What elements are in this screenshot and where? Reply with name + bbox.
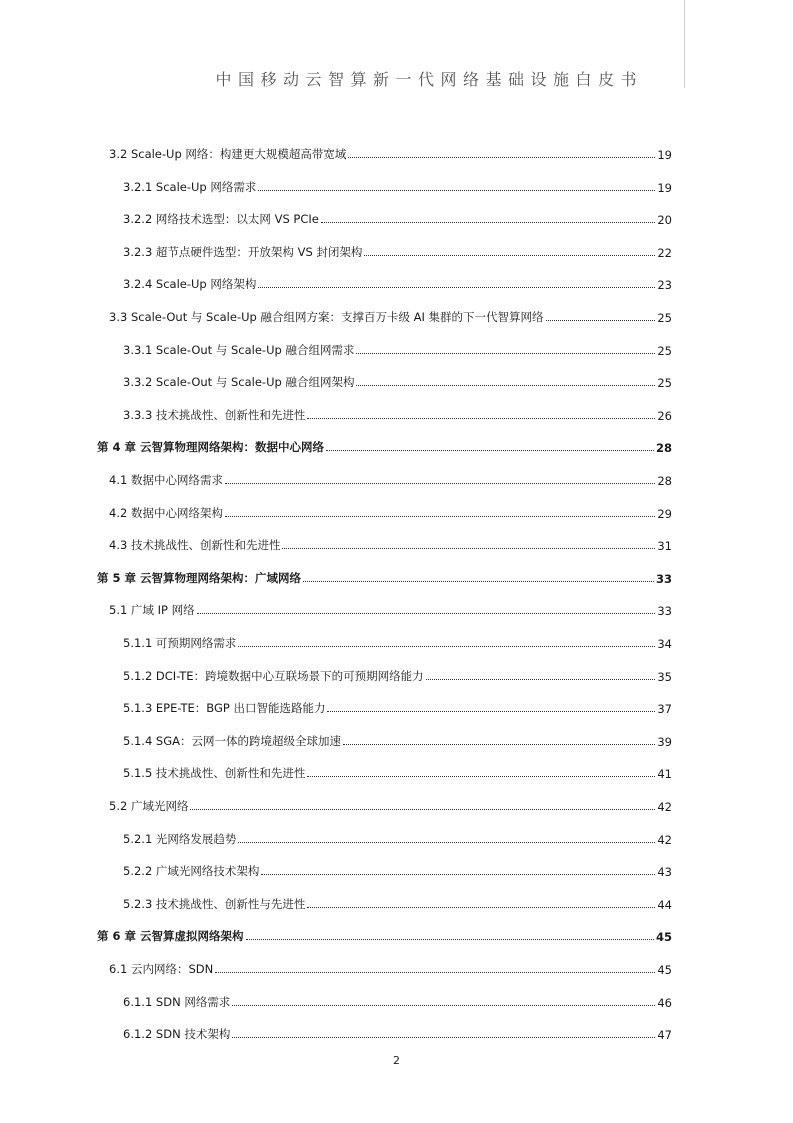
toc-dot-leader	[261, 874, 655, 875]
toc-entry[interactable]	[123, 240, 672, 260]
toc-entry[interactable]	[123, 696, 672, 716]
toc-entry[interactable]	[109, 305, 672, 325]
toc-entry-title: 5.1.5 技术挑战性、创新性和先进性	[123, 766, 306, 781]
toc-entry[interactable]	[123, 892, 672, 912]
toc-entry-title: 5.1.1 可预期网络需求	[123, 636, 237, 650]
toc-entry-title: 4.3 技术挑战性、创新性和先进性	[109, 538, 281, 553]
toc-entry-title: 6.1.1 SDN 网络需求	[123, 994, 231, 1009]
toc-entry-page: 28	[657, 474, 672, 488]
toc-entry[interactable]	[123, 729, 672, 749]
toc-dot-leader	[356, 353, 655, 354]
toc-entry-title: 3.2.1 Scale-Up 网络需求	[123, 179, 257, 194]
toc-dot-leader	[307, 776, 655, 777]
toc-entry-page: 20	[657, 213, 672, 228]
toc-entry-title: 第 5 章 云智算物理网络架构：广域网络	[97, 570, 302, 585]
toc-entry[interactable]	[123, 631, 672, 651]
toc-entry-page: 34	[657, 637, 672, 651]
toc-entry[interactable]	[123, 990, 672, 1010]
toc-entry-page: 41	[657, 767, 672, 782]
toc-entry-page: 42	[657, 832, 672, 847]
toc-entry[interactable]	[109, 142, 672, 162]
toc-entry-page: 29	[657, 506, 672, 521]
toc-entry-page: 39	[657, 734, 672, 749]
toc-dot-leader	[215, 972, 655, 973]
toc-entry-page: 28	[655, 441, 672, 456]
toc-dot-leader	[282, 548, 655, 549]
toc-dot-leader	[356, 385, 655, 386]
toc-entry-page: 33	[655, 571, 672, 586]
toc-dot-leader	[307, 907, 655, 908]
toc-entry-page: 25	[657, 343, 672, 358]
toc-entry-title: 3.2.2 网络技术选型：以太网 VS PCIe	[123, 212, 319, 227]
toc-entry[interactable]	[109, 957, 672, 977]
toc-entry[interactable]	[123, 761, 672, 781]
toc-entry-title: 3.3.2 Scale-Out 与 Scale-Up 融合组网架构	[123, 375, 355, 390]
toc-dot-leader	[258, 287, 655, 288]
toc-dot-leader	[321, 222, 656, 223]
toc-entry-page: 19	[657, 180, 672, 195]
toc-dot-leader	[225, 516, 655, 517]
toc-dot-leader	[307, 418, 655, 419]
toc-dot-leader	[258, 190, 655, 191]
toc-entry-title: 3.3 Scale-Out 与 Scale-Up 融合组网方案：支撑百万卡级 AI 集群的下一代智算网络	[109, 310, 544, 324]
toc-dot-leader	[343, 744, 655, 745]
toc-dot-leader	[246, 939, 654, 940]
toc-entry-title: 5.2.1 光网络发展趋势	[123, 831, 237, 846]
toc-entry-page: 44	[657, 897, 672, 912]
toc-entry-page: 22	[657, 245, 672, 260]
toc-entry[interactable]	[123, 207, 672, 227]
toc-entry[interactable]	[109, 794, 672, 814]
toc-dot-leader	[364, 255, 655, 256]
toc-entry[interactable]	[123, 827, 672, 847]
toc-entry-title: 6.1 云内网络：SDN	[109, 962, 214, 976]
toc-entry-title: 3.2.4 Scale-Up 网络架构	[123, 277, 257, 292]
toc-entry[interactable]	[123, 338, 672, 358]
toc-entry[interactable]	[109, 501, 672, 521]
toc-entry[interactable]	[109, 533, 672, 553]
toc-dot-leader	[238, 842, 655, 843]
toc-entry-title: 5.2.3 技术挑战性、创新性与先进性	[123, 896, 306, 911]
page-number: 2	[393, 1054, 400, 1067]
toc-entry-title: 3.3.3 技术挑战性、创新性和先进性	[123, 407, 306, 422]
toc-entry-title: 5.1 广域 IP 网络	[109, 603, 195, 618]
toc-entry-title: 3.2.3 超节点硬件选型：开放架构 VS 封闭架构	[123, 244, 363, 259]
toc-entry[interactable]	[123, 859, 672, 879]
toc-entry[interactable]	[109, 598, 672, 618]
toc-entry-title: 5.2.2 广域光网络技术架构	[123, 864, 260, 879]
toc-entry[interactable]	[123, 403, 672, 423]
toc-dot-leader	[303, 581, 654, 582]
toc-dot-leader	[348, 157, 655, 158]
toc-entry-title: 5.1.2 DCI-TE：跨境数据中心互联场景下的可预期网络能力	[123, 668, 424, 683]
toc-entry[interactable]	[123, 272, 672, 292]
toc-entry[interactable]	[97, 566, 672, 586]
toc-entry-page: 26	[657, 408, 672, 423]
document-header-title: 中国移动云智算新一代网络基础设施白皮书	[215, 70, 643, 89]
header-divider	[684, 0, 685, 88]
toc-entry-page: 45	[657, 963, 672, 977]
toc-entry-title: 第 4 章 云智算物理网络架构：数据中心网络	[97, 440, 325, 455]
toc-entry-title: 5.1.4 SGA：云网一体的跨境超级全球加速	[123, 733, 341, 748]
toc-entry-page: 43	[657, 865, 672, 880]
toc-dot-leader	[546, 320, 656, 321]
toc-entry-page: 46	[657, 995, 672, 1010]
toc-entry-title: 第 6 章 云智算虚拟网络架构	[97, 929, 244, 944]
toc-entry-title: 3.2 Scale-Up 网络：构建更大规模超高带宽域	[109, 147, 347, 161]
toc-dot-leader	[225, 483, 655, 484]
toc-entry-page: 31	[657, 539, 672, 554]
toc-entry[interactable]	[97, 924, 672, 944]
toc-entry[interactable]	[123, 370, 672, 390]
toc-entry-page: 23	[657, 278, 672, 293]
toc-dot-leader	[232, 1005, 655, 1006]
toc-entry-page: 47	[657, 1028, 672, 1043]
toc-entry-title: 5.2 广域光网络	[109, 799, 189, 813]
toc-entry-page: 25	[657, 311, 672, 325]
toc-entry[interactable]	[109, 468, 672, 488]
toc-dot-leader	[190, 809, 655, 810]
toc-entry-title: 4.2 数据中心网络架构	[109, 505, 223, 520]
toc-entry[interactable]	[123, 664, 672, 684]
toc-dot-leader	[327, 711, 655, 712]
toc-dot-leader	[326, 450, 654, 451]
toc-entry-title: 6.1.2 SDN 技术架构	[123, 1027, 231, 1042]
toc-entry-title: 4.1 数据中心网络需求	[109, 473, 223, 487]
toc-entry-page: 45	[655, 930, 672, 945]
toc-dot-leader	[197, 613, 656, 614]
toc-entry[interactable]	[123, 1022, 672, 1042]
toc-entry-page: 33	[657, 604, 672, 619]
toc-entry-title: 3.3.1 Scale-Out 与 Scale-Up 融合组网需求	[123, 342, 355, 357]
toc-entry-title: 5.1.3 EPE-TE：BGP 出口智能选路能力	[123, 701, 326, 716]
toc-entry[interactable]	[123, 175, 672, 195]
toc-dot-leader	[232, 1037, 655, 1038]
toc-dot-leader	[426, 679, 656, 680]
toc-entry[interactable]	[97, 435, 672, 455]
toc-entry-page: 42	[657, 800, 672, 814]
toc-dot-leader	[238, 646, 655, 647]
toc-entry-page: 19	[657, 148, 672, 162]
toc-entry-page: 35	[657, 669, 672, 684]
toc-entry-page: 37	[657, 702, 672, 717]
toc-entry-page: 25	[657, 376, 672, 391]
